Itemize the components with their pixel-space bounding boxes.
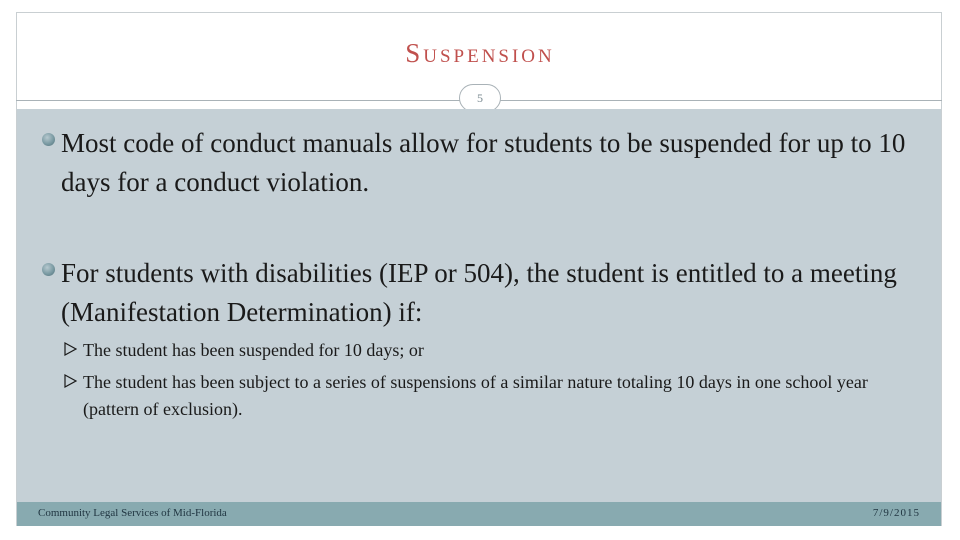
bullet-circle-icon xyxy=(42,263,55,276)
slide-title: Suspension xyxy=(405,38,555,68)
sub-bullet-text: The student has been suspended for 10 days; or xyxy=(83,340,424,360)
page-number-badge xyxy=(459,84,501,112)
slide-footer xyxy=(17,502,941,526)
sub-bullet-item xyxy=(63,337,913,364)
bullet-item xyxy=(42,254,922,332)
footer-organization: Community Legal Services of Mid-Florida xyxy=(38,507,227,519)
sub-bullet-text: The student has been subject to a series of suspensions of a similar nature totaling 10 days in one school year (pattern of exclusion). xyxy=(83,372,868,419)
bullet-text: For students with disabilities (IEP or 504), the student is entitled to a meeting (Manifestation Determination) if: xyxy=(61,258,897,327)
sub-bullet-item xyxy=(63,369,913,423)
bullet-text: Most code of conduct manuals allow for students to be suspended for up to 10 days for a conduct violation. xyxy=(61,128,906,197)
bullet-circle-icon xyxy=(42,133,55,146)
page-number: 5 xyxy=(477,90,483,105)
footer-date: 7/9/2015 xyxy=(872,507,920,519)
bullet-item xyxy=(42,124,922,202)
